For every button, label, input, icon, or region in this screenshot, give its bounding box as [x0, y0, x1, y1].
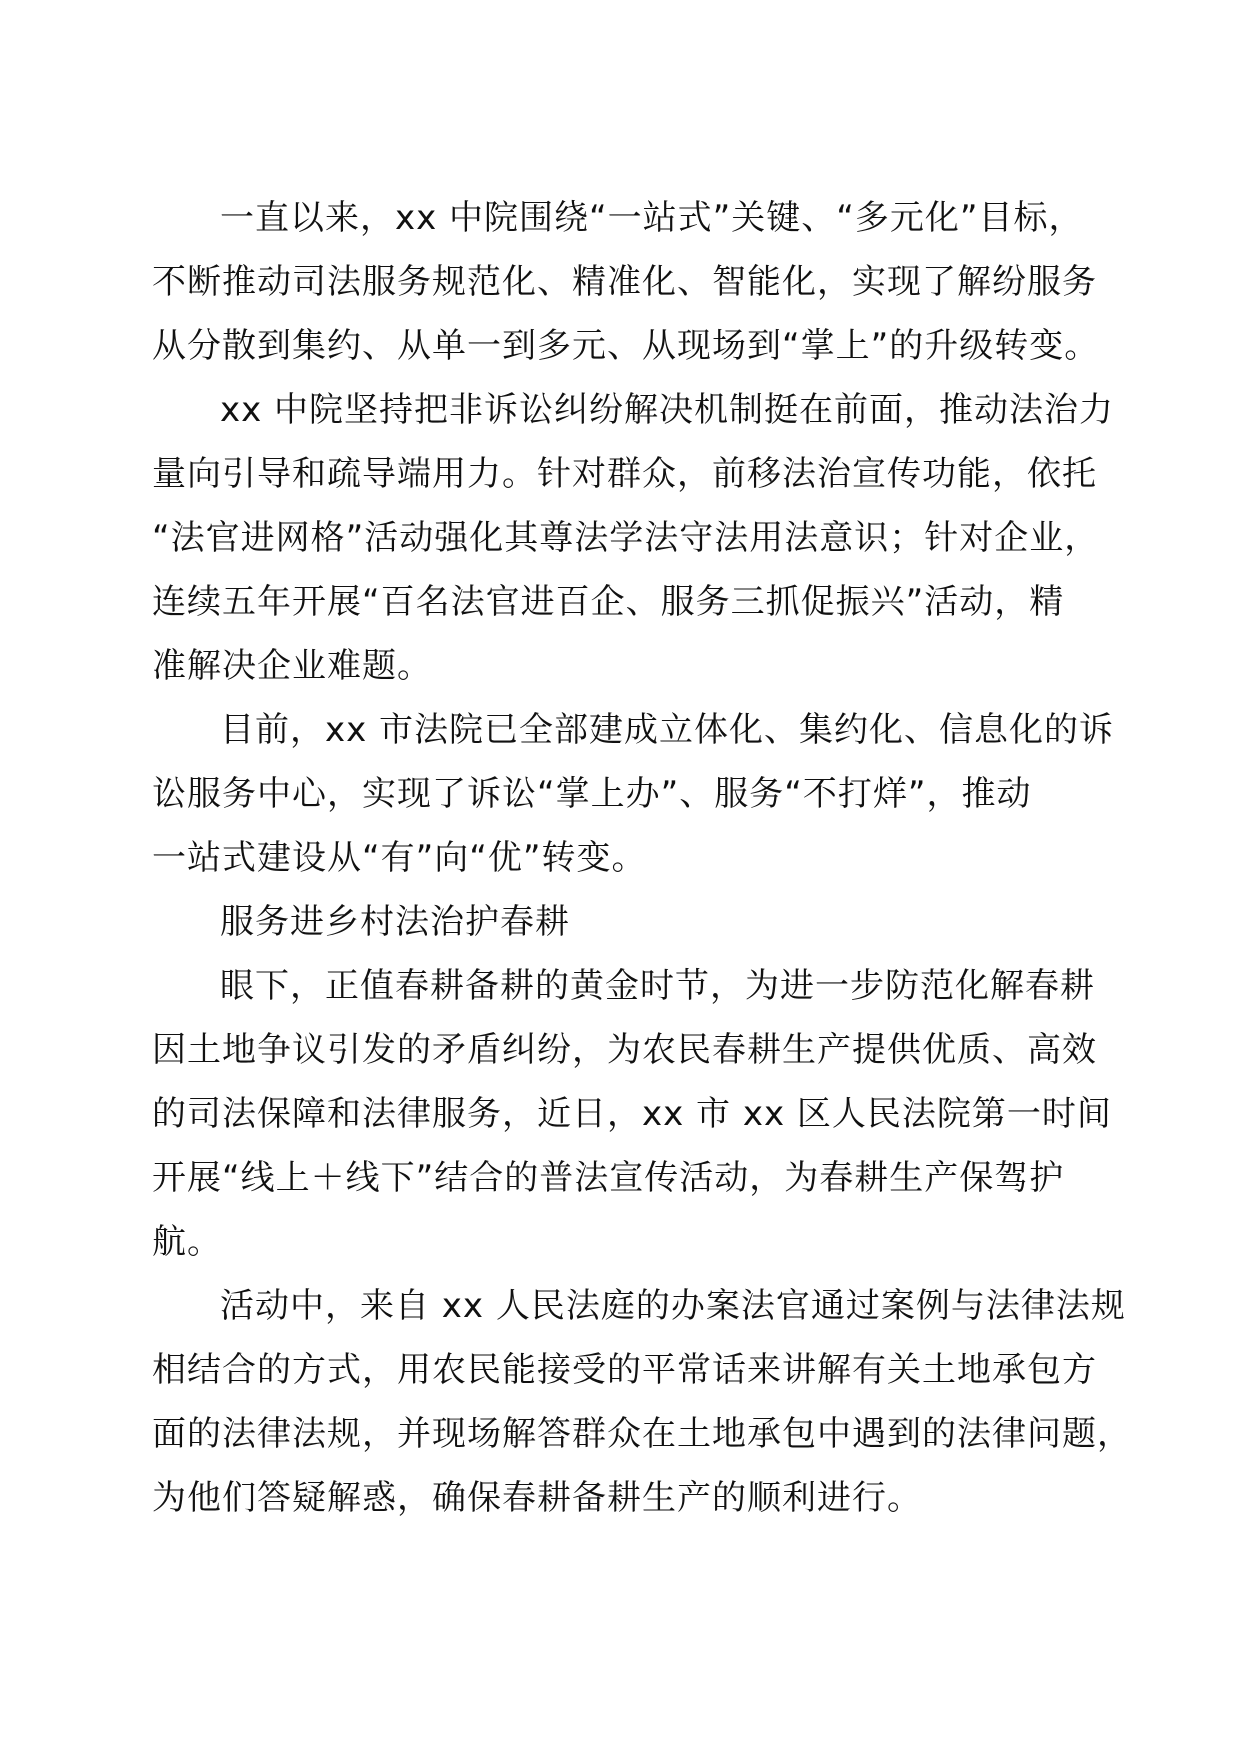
text-line: 活动中，来自 xx 人民法庭的办案法官通过案例与法律法规 — [220, 1286, 1126, 1326]
text-line: 的司法保障和法律服务，近日，xx 市 xx 区人民法院第一时间 — [152, 1094, 1112, 1134]
text-line: 一直以来，xx 中院围绕“一站式”关键、“多元化”目标， — [220, 198, 1084, 238]
text-line: 因土地争议引发的矛盾纠纷，为农民春耕生产提供优质、高效 — [152, 1030, 1097, 1070]
text-line: 眼下，正值春耕备耕的黄金时节，为进一步防范化解春耕 — [220, 966, 1095, 1006]
text-line: 准解决企业难题。 — [152, 646, 432, 686]
text-line: 航。 — [152, 1222, 222, 1262]
text-line: 不断推动司法服务规范化、精准化、智能化，实现了解纷服务 — [152, 262, 1097, 302]
document-body — [152, 186, 1132, 1530]
text-line: 为他们答疑解惑，确保春耕备耕生产的顺利进行。 — [152, 1478, 922, 1518]
text-line: xx 中院坚持把非诉讼纠纷解决机制挺在前面，推动法治力 — [220, 390, 1115, 430]
paragraph-4 — [152, 954, 1112, 1274]
text-line: “法官进网格”活动强化其尊法学法守法用法意识；针对企业， — [152, 518, 1100, 558]
text-line: 面的法律法规，并现场解答群众在土地承包中遇到的法律问题， — [152, 1414, 1132, 1454]
text-line: 相结合的方式，用农民能接受的平常话来讲解有关土地承包方 — [152, 1350, 1097, 1390]
text-line: 量向引导和疏导端用力。针对群众，前移法治宣传功能，依托 — [152, 454, 1097, 494]
heading-line: 服务进乡村法治护春耕 — [220, 902, 570, 942]
text-line: 讼服务中心，实现了诉讼“掌上办”、服务“不打烊”，推动 — [152, 774, 1032, 814]
text-line: 开展“线上＋线下”结合的普法宣传活动，为春耕生产保驾护 — [152, 1158, 1065, 1198]
text-line: 从分散到集约、从单一到多元、从现场到“掌上”的升级转变。 — [152, 326, 1100, 366]
paragraph-3 — [152, 698, 1115, 890]
text-line: 连续五年开展“百名法官进百企、服务三抓促振兴”活动，精 — [152, 582, 1065, 622]
paragraph-2 — [152, 378, 1115, 698]
paragraph-5 — [152, 1274, 1132, 1530]
paragraph-1 — [152, 186, 1100, 378]
text-line: 一站式建设从“有”向“优”转变。 — [152, 838, 647, 878]
text-line: 目前，xx 市法院已全部建成立体化、集约化、信息化的诉 — [220, 710, 1115, 750]
section-heading — [152, 890, 1084, 954]
